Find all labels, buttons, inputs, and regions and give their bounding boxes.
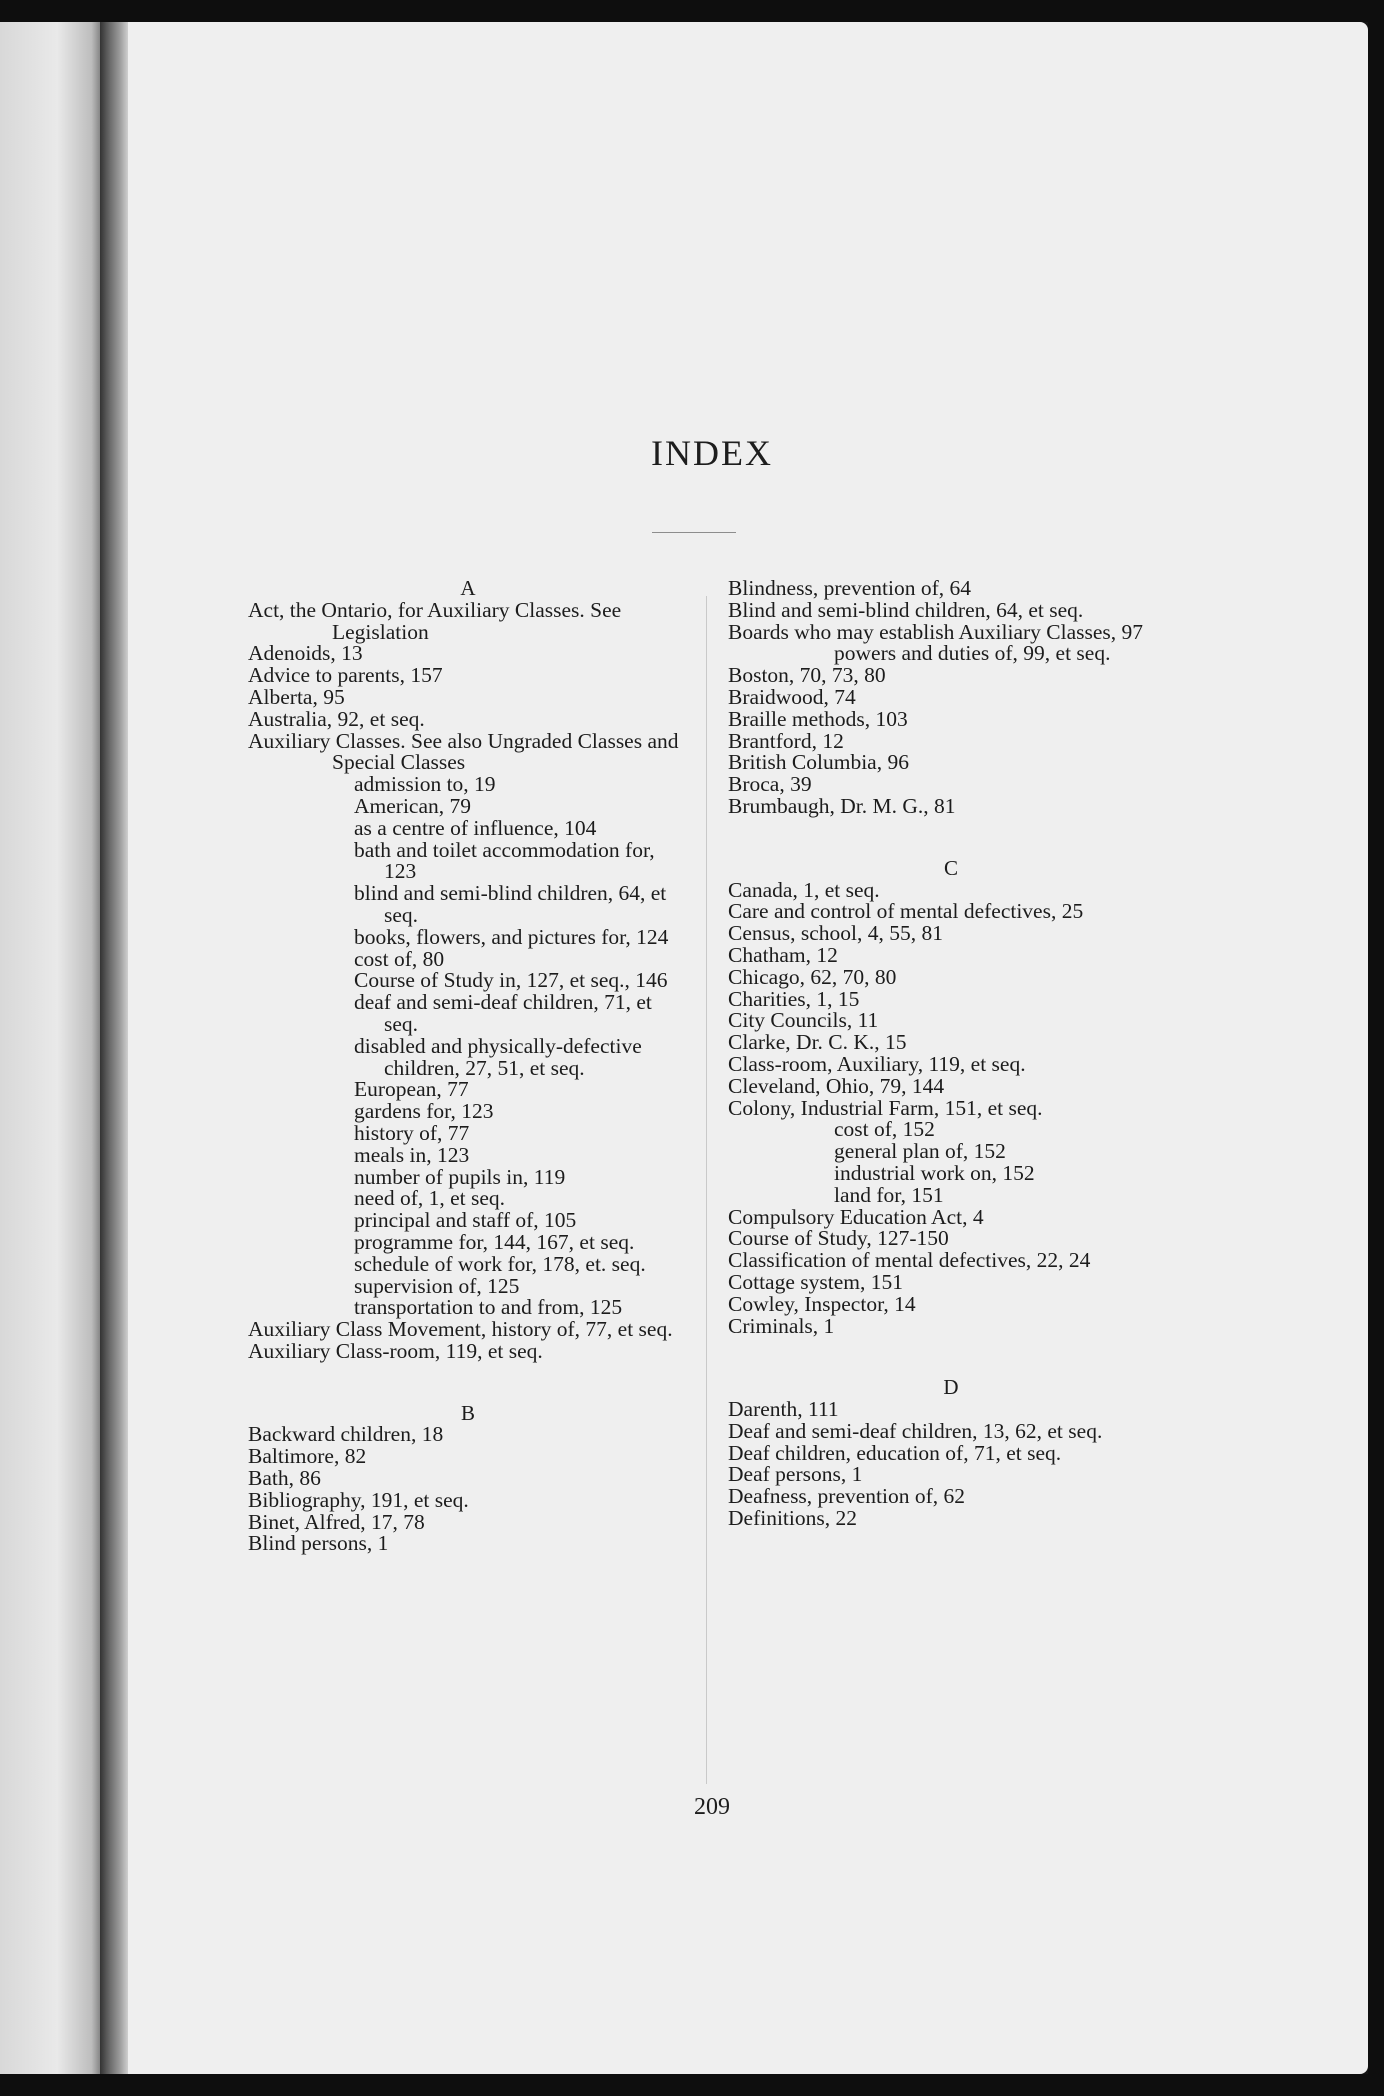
index-subentry: principal and staff of, 105 — [354, 1208, 577, 1233]
index-subentry: programme for, 144, 167, et seq. — [354, 1229, 635, 1254]
scan-border-top — [0, 0, 1384, 22]
book-spine — [100, 22, 128, 2074]
index-entry: Canada, 1, et seq. — [728, 877, 880, 902]
index-entry: Blind and semi-blind children, 64, et seq. — [728, 597, 1084, 622]
index-entry: City Councils, 11 — [728, 1008, 879, 1033]
index-column-right — [728, 578, 1174, 1530]
index-entry: Care and control of mental defectives, 25 — [728, 899, 1084, 924]
index-entry: Criminals, 1 — [728, 1313, 835, 1338]
index-entry: Brantford, 12 — [728, 728, 844, 753]
index-entry: Class-room, Auxiliary, 119, et seq. — [728, 1051, 1026, 1076]
index-entry: Baltimore, 82 — [248, 1444, 367, 1469]
index-entry: Act, the Ontario, for Auxiliary Classes. See Legislation — [248, 597, 622, 644]
index-entry: Classification of mental defectives, 22, 24 — [728, 1248, 1091, 1273]
index-subentry: powers and duties of, 99, et seq. — [834, 641, 1111, 666]
index-entry: Brumbaugh, Dr. M. G., 81 — [728, 793, 956, 818]
column-divider — [706, 596, 707, 1784]
index-entry: Cleveland, Ohio, 79, 144 — [728, 1073, 945, 1098]
index-entry: Deaf persons, 1 — [728, 1462, 863, 1487]
index-entry: Clarke, Dr. C. K., 15 — [728, 1030, 907, 1055]
index-entry: Bibliography, 191, et seq. — [248, 1487, 469, 1512]
index-entry: Charities, 1, 15 — [728, 986, 860, 1011]
index-subentry: gardens for, 123 — [354, 1099, 494, 1124]
index-entry: Australia, 92, et seq. — [248, 706, 425, 731]
index-subentry: bath and toilet accommodation for, 123 — [354, 837, 655, 884]
index-entry: Adenoids, 13 — [248, 641, 363, 666]
index-entry: British Columbia, 96 — [728, 750, 909, 775]
index-subentry: cost of, 80 — [354, 946, 445, 971]
index-subentry: meals in, 123 — [354, 1142, 470, 1167]
section-letter: D — [943, 1375, 959, 1400]
index-entry: Advice to parents, 157 — [248, 663, 443, 688]
index-entry: Deafness, prevention of, 62 — [728, 1484, 966, 1509]
index-entry: Boards who may establish Auxiliary Classes, 97 — [728, 619, 1144, 644]
index-subentry: blind and semi-blind children, 64, et seq. — [354, 881, 667, 927]
index-entry: Cottage system, 151 — [728, 1269, 903, 1294]
index-subentry: Course of Study in, 127, et seq., 146 — [354, 968, 668, 993]
index-entry: Definitions, 22 — [728, 1506, 857, 1531]
facing-page-edge — [0, 22, 104, 2074]
index-entry: Blind persons, 1 — [248, 1531, 389, 1556]
index-subentry: need of, 1, et seq. — [354, 1186, 506, 1211]
index-subentry: industrial work on, 152 — [834, 1160, 1035, 1185]
index-subentry: general plan of, 152 — [834, 1139, 1006, 1164]
index-subentry: European, 77 — [354, 1077, 469, 1102]
index-subentry: deaf and semi-deaf children, 71, et seq. — [354, 990, 652, 1036]
index-subentry: schedule of work for, 178, et. seq. — [354, 1251, 646, 1276]
index-entry: Census, school, 4, 55, 81 — [728, 921, 943, 946]
index-subentry: books, flowers, and pictures for, 124 — [354, 924, 669, 949]
index-entry: Deaf and semi-deaf children, 13, 62, et seq. — [728, 1418, 1103, 1443]
index-subentry: as a centre of influence, 104 — [354, 815, 597, 840]
title-rule — [652, 532, 736, 533]
index-entry: Compulsory Education Act, 4 — [728, 1204, 984, 1229]
index-subentry: supervision of, 125 — [354, 1273, 520, 1298]
index-entry: Chicago, 62, 70, 80 — [728, 964, 897, 989]
index-entry: Binet, Alfred, 17, 78 — [248, 1509, 425, 1534]
index-entry: Braille methods, 103 — [728, 706, 908, 731]
index-entry: Colony, Industrial Farm, 151, et seq. — [728, 1095, 1043, 1120]
index-subentry: American, 79 — [354, 793, 472, 818]
index-column-left — [248, 578, 688, 1555]
page-number: 209 — [694, 1794, 730, 1820]
index-entry: Darenth, 111 — [728, 1397, 839, 1422]
index-subentry: number of pupils in, 119 — [354, 1164, 566, 1189]
index-entry: Course of Study, 127-150 — [728, 1226, 949, 1251]
index-entry: Braidwood, 74 — [728, 684, 856, 709]
index-subentry: disabled and physically-defective children, 27, 51, et seq. — [354, 1033, 642, 1080]
scan-border-right — [1368, 0, 1384, 2096]
index-entry: Broca, 39 — [728, 772, 812, 797]
index-subentry: land for, 151 — [834, 1182, 944, 1207]
index-entry: Deaf children, education of, 71, et seq. — [728, 1440, 1062, 1465]
index-entry: Cowley, Inspector, 14 — [728, 1291, 916, 1316]
index-entry: Auxiliary Class-room, 119, et seq. — [248, 1338, 543, 1363]
page-title: INDEX — [651, 433, 773, 473]
section-letter: A — [460, 576, 476, 600]
index-subentry: history of, 77 — [354, 1120, 470, 1145]
index-subentry: cost of, 152 — [834, 1117, 935, 1142]
index-subentry: admission to, 19 — [354, 772, 496, 797]
index-entry: Auxiliary Classes. See also Ungraded Classes and Special Classes — [248, 728, 679, 775]
scan-border-bottom — [0, 2074, 1384, 2096]
index-entry: Boston, 70, 73, 80 — [728, 663, 886, 688]
index-entry: Backward children, 18 — [248, 1422, 444, 1447]
index-entry: Chatham, 12 — [728, 942, 838, 967]
section-letter: B — [460, 1400, 475, 1425]
index-subentry: transportation to and from, 125 — [354, 1295, 623, 1320]
index-entry: Auxiliary Class Movement, history of, 77, et seq. — [248, 1317, 673, 1342]
index-entry: Bath, 86 — [248, 1466, 321, 1491]
index-entry: Alberta, 95 — [248, 684, 345, 709]
section-letter: C — [943, 855, 958, 880]
index-entry: Blindness, prevention of, 64 — [728, 576, 972, 600]
